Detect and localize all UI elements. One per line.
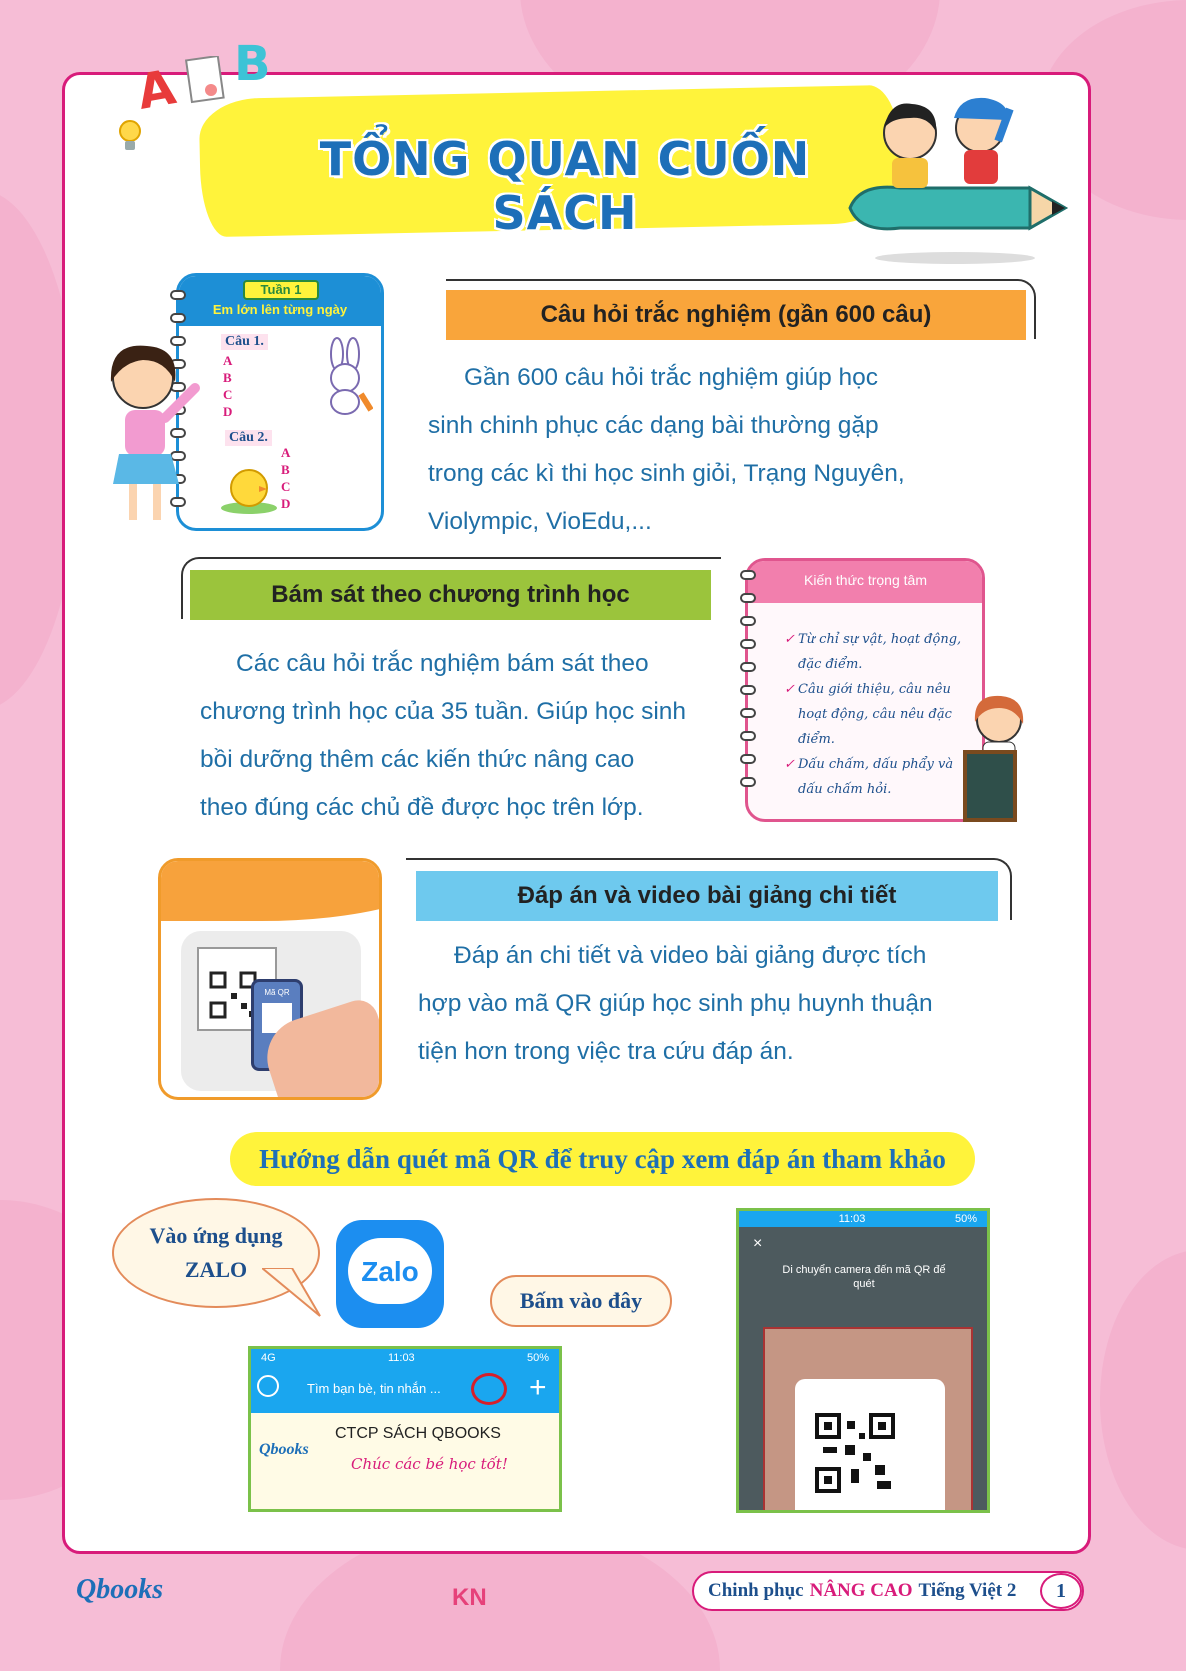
section-3-heading: Đáp án và video bài giảng chi tiết — [416, 871, 998, 921]
page-number: 1 — [1040, 1573, 1082, 1609]
search-icon[interactable] — [257, 1375, 279, 1397]
company-name: CTCP SÁCH QBOOKS — [335, 1425, 501, 1442]
scan-instruction: Di chuyển camera đến mã QR để quét — [782, 1264, 946, 1290]
girl-pointing-illustration — [95, 338, 203, 534]
phone-screen-label: Mã QR — [264, 988, 290, 997]
knowledge-item: ✓ Dấu chấm, dấu phẩy và dấu chấm hỏi. — [784, 752, 978, 802]
rabbit-illustration — [317, 336, 373, 416]
letter-b-icon: B — [234, 36, 271, 92]
bubble-tail — [262, 1268, 322, 1318]
background-decoration — [1100, 1250, 1186, 1550]
page-title: TỔNG QUAN CUỐN SÁCH — [319, 132, 811, 240]
knowledge-list — [784, 627, 978, 802]
greeting-text: Chúc các bé học tốt! — [351, 1455, 508, 1473]
worksheet-options-2: A B C D — [281, 445, 291, 511]
section-1-text: Gần 600 câu hỏi trắc nghiệm giúp học sinh chinh phục các dạng bài thường gặp trong các kì thi học sinh giỏi, Trạng Nguyên, Violympic, VioEdu,... — [428, 364, 905, 535]
letter-a-icon: A — [133, 59, 180, 121]
worksheet-question-1: Câu 1. — [221, 334, 268, 350]
search-input[interactable]: Tìm bạn bè, tin nhắn ... — [307, 1381, 441, 1396]
check-icon: ✓ — [784, 632, 795, 647]
phone-status-bar: 4G 11:03 50% — [251, 1349, 559, 1367]
chick-illustration — [219, 456, 279, 516]
camera-scan-screen — [736, 1208, 990, 1513]
qr-scan-button[interactable] — [471, 1373, 507, 1405]
zalo-search-bar — [251, 1367, 559, 1413]
zalo-phone-screen — [248, 1346, 562, 1512]
worksheet-subtitle: Em lớn lên từng ngày — [212, 302, 348, 317]
zalo-logo-text: Zalo — [361, 1256, 419, 1287]
footer-book-title: Chinh phục NÂNG CAO Tiếng Việt 2 — [692, 1571, 1084, 1611]
kids-on-pencil-illustration — [840, 88, 1070, 268]
qr-scan-card — [158, 858, 382, 1100]
speech-bubble-zalo: Vào ứng dụng ZALO — [112, 1198, 320, 1308]
add-icon[interactable]: + — [529, 1371, 547, 1404]
section-3-text: Đáp án chi tiết và video bài giảng được tích hợp vào mã QR giúp học sinh phụ huynh thuận tiện hơn trong việc tra cứu đáp án. — [418, 942, 933, 1065]
check-icon: ✓ — [784, 682, 795, 697]
knowledge-item: ✓ Câu giới thiệu, câu nêu hoạt động, câu nêu đặc điểm. — [784, 677, 978, 752]
worksheet-options-1: A B C D — [223, 353, 233, 419]
worksheet-card — [176, 273, 384, 531]
lightbulb-icon — [115, 118, 145, 156]
qbooks-logo: Qbooks — [259, 1441, 309, 1458]
knowledge-card-title: Kiến thức trọng tâm — [804, 572, 927, 588]
section-1-heading: Câu hỏi trắc nghiệm (gần 600 câu) — [446, 290, 1026, 340]
zalo-app-icon[interactable] — [336, 1220, 444, 1328]
speech-bubble-tap: Bấm vào đây — [490, 1275, 672, 1327]
notebook-spiral — [740, 570, 756, 787]
qr-guide-title: Hướng dẫn quét mã QR để truy cập xem đáp án tham khảo — [230, 1132, 975, 1186]
qr-code-icon — [815, 1413, 895, 1493]
worksheet-week: Tuần 1 — [243, 280, 319, 300]
section-2-text: Các câu hỏi trắc nghiệm bám sát theo chương trình học của 35 tuần. Giúp học sinh bồi dưỡng thêm các kiến thức nâng cao theo đúng các chủ đề được học trên lớp. — [200, 650, 687, 821]
footer-logo-kn: KN — [452, 1584, 487, 1611]
section-2-heading: Bám sát theo chương trình học — [190, 570, 711, 620]
close-icon[interactable]: × — [753, 1235, 763, 1252]
footer-logo-qbooks: Qbooks — [76, 1574, 164, 1605]
check-icon: ✓ — [784, 757, 795, 772]
qr-code-icon — [209, 971, 257, 1019]
document-icon — [185, 56, 227, 104]
knowledge-item: ✓ Từ chỉ sự vật, hoạt động, đặc điểm. — [784, 627, 978, 677]
phone-status-bar: 11:03 50% — [739, 1211, 987, 1227]
knowledge-card — [745, 558, 985, 822]
girl-with-board-illustration — [955, 690, 1065, 830]
worksheet-question-2: Câu 2. — [225, 430, 272, 446]
